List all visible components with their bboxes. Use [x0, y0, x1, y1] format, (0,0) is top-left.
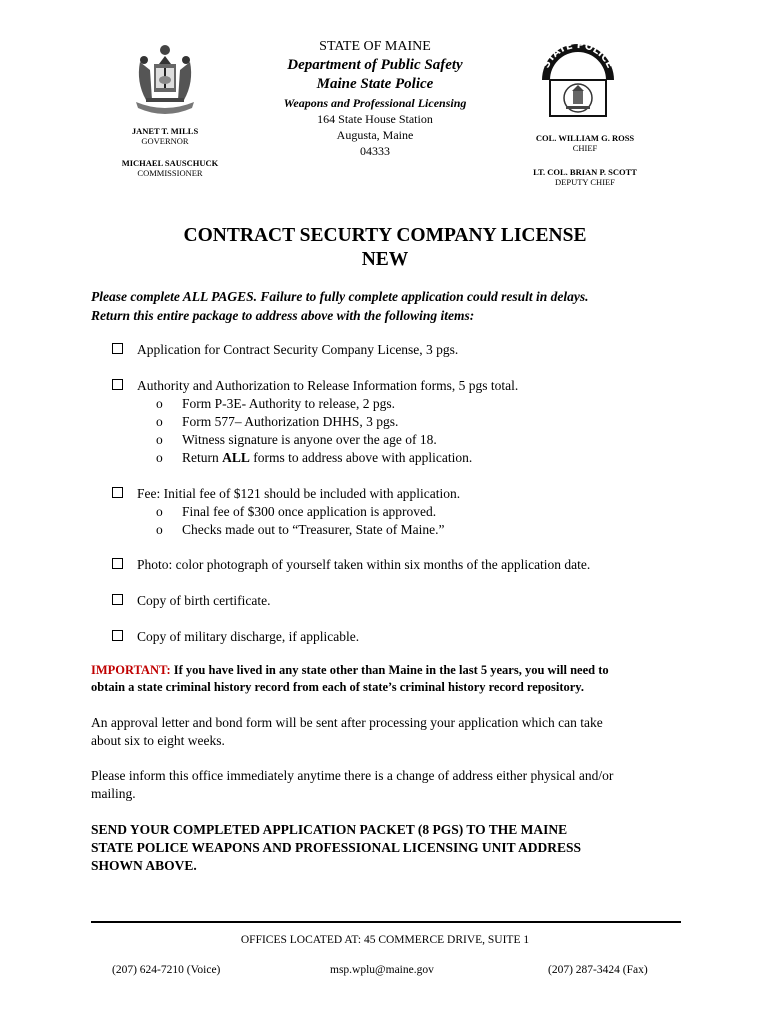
checklist-item-birth-certificate: Copy of birth certificate. — [112, 592, 270, 610]
page-title: CONTRACT SECURTY COMPANY LICENSE — [183, 225, 587, 246]
instructions-line2: Return this entire package to address above with the following items: — [91, 308, 475, 323]
footer-divider — [91, 921, 681, 923]
department-name: Department of Public Safety — [287, 57, 463, 73]
commissioner-title: COMMISSIONER — [137, 168, 203, 178]
unit-name: Weapons and Professional Licensing — [283, 96, 467, 110]
list-item: o Form P-3E- Authority to release, 2 pgs. — [156, 396, 395, 411]
send-instructions: SEND YOUR COMPLETED APPLICATION PACKET (8 PGS) TO THE MAINE STATE POLICE WEAPONS AND PROFESSIONAL LICENSING UNIT ADDRESS SHOWN ABOVE. — [91, 822, 582, 873]
deputy-chief-name: LT. COL. BRIAN P. SCOTT — [533, 167, 637, 177]
address-line3: 04333 — [360, 144, 390, 158]
checkbox-icon — [112, 630, 123, 641]
list-item: o Witness signature is anyone over the age of 18. — [156, 432, 437, 447]
deputy-chief-title: DEPUTY CHIEF — [555, 177, 615, 187]
commissioner-name: MICHAEL SAUSCHUCK — [121, 158, 219, 168]
address-line2: Augusta, Maine — [336, 128, 414, 142]
address-change-paragraph: Please inform this office immediately anytime there is a change of address either physical and/or mailing. — [91, 768, 614, 801]
important-notice: IMPORTANT: If you have lived in any state other than Maine in the last 5 years, you will need to obtain a state criminal history record from each of state’s criminal history record repository. — [91, 663, 609, 694]
list-item: o Final fee of $300 once application is approved. — [156, 504, 437, 519]
checklist-item-application: Application for Contract Security Company License, 3 pgs. — [112, 341, 458, 359]
state-seal-logo — [132, 42, 198, 122]
footer-offices: OFFICES LOCATED AT: 45 COMMERCE DRIVE, SUITE 1 — [240, 934, 530, 946]
checkbox-icon — [112, 558, 123, 569]
badge-text: STATE POLICE — [540, 39, 616, 71]
list-item: o Form 577– Authorization DHHS, 3 pgs. — [156, 414, 399, 429]
svg-text:STATE POLICE — [541, 40, 616, 70]
checklist-item-fee: Fee: Initial fee of $121 should be included with application. — [112, 485, 460, 503]
checkbox-icon — [112, 487, 123, 498]
state-police-badge-logo — [536, 36, 620, 120]
checklist-item-authorization: Authority and Authorization to Release Information forms, 5 pgs total. — [112, 377, 518, 395]
checkbox-icon — [112, 343, 123, 354]
important-label: IMPORTANT: — [91, 663, 171, 677]
state-line: STATE OF MAINE — [319, 39, 431, 54]
footer-voice-phone: (207) 624-7210 (Voice) — [112, 964, 221, 976]
list-item: o Checks made out to “Treasurer, State of Maine.” — [156, 522, 445, 537]
list-item: o Return ALL forms to address above with application. — [156, 450, 473, 465]
checklist-item-photo: Photo: color photograph of yourself taken within six months of the application date. — [112, 556, 590, 574]
instructions-line1: Please complete ALL PAGES. Failure to fully complete application could result in delays. — [91, 289, 589, 304]
agency-name: Maine State Police — [316, 76, 434, 92]
governor-title: GOVERNOR — [141, 136, 189, 146]
footer-fax-phone: (207) 287-3424 (Fax) — [548, 964, 648, 976]
chief-name: COL. WILLIAM G. ROSS — [535, 133, 635, 143]
footer-email: msp.wplu@maine.gov — [330, 964, 434, 976]
address-line1: 164 State House Station — [317, 112, 433, 126]
chief-title: CHIEF — [572, 143, 598, 153]
checkbox-icon — [112, 379, 123, 390]
governor-name: JANET T. MILLS — [131, 126, 199, 136]
page-subtitle: NEW — [361, 249, 409, 270]
approval-paragraph: An approval letter and bond form will be sent after processing your application which can take about six to eight weeks. — [91, 715, 603, 748]
checklist-item-military-discharge: Copy of military discharge, if applicable. — [112, 628, 359, 646]
checkbox-icon — [112, 594, 123, 605]
